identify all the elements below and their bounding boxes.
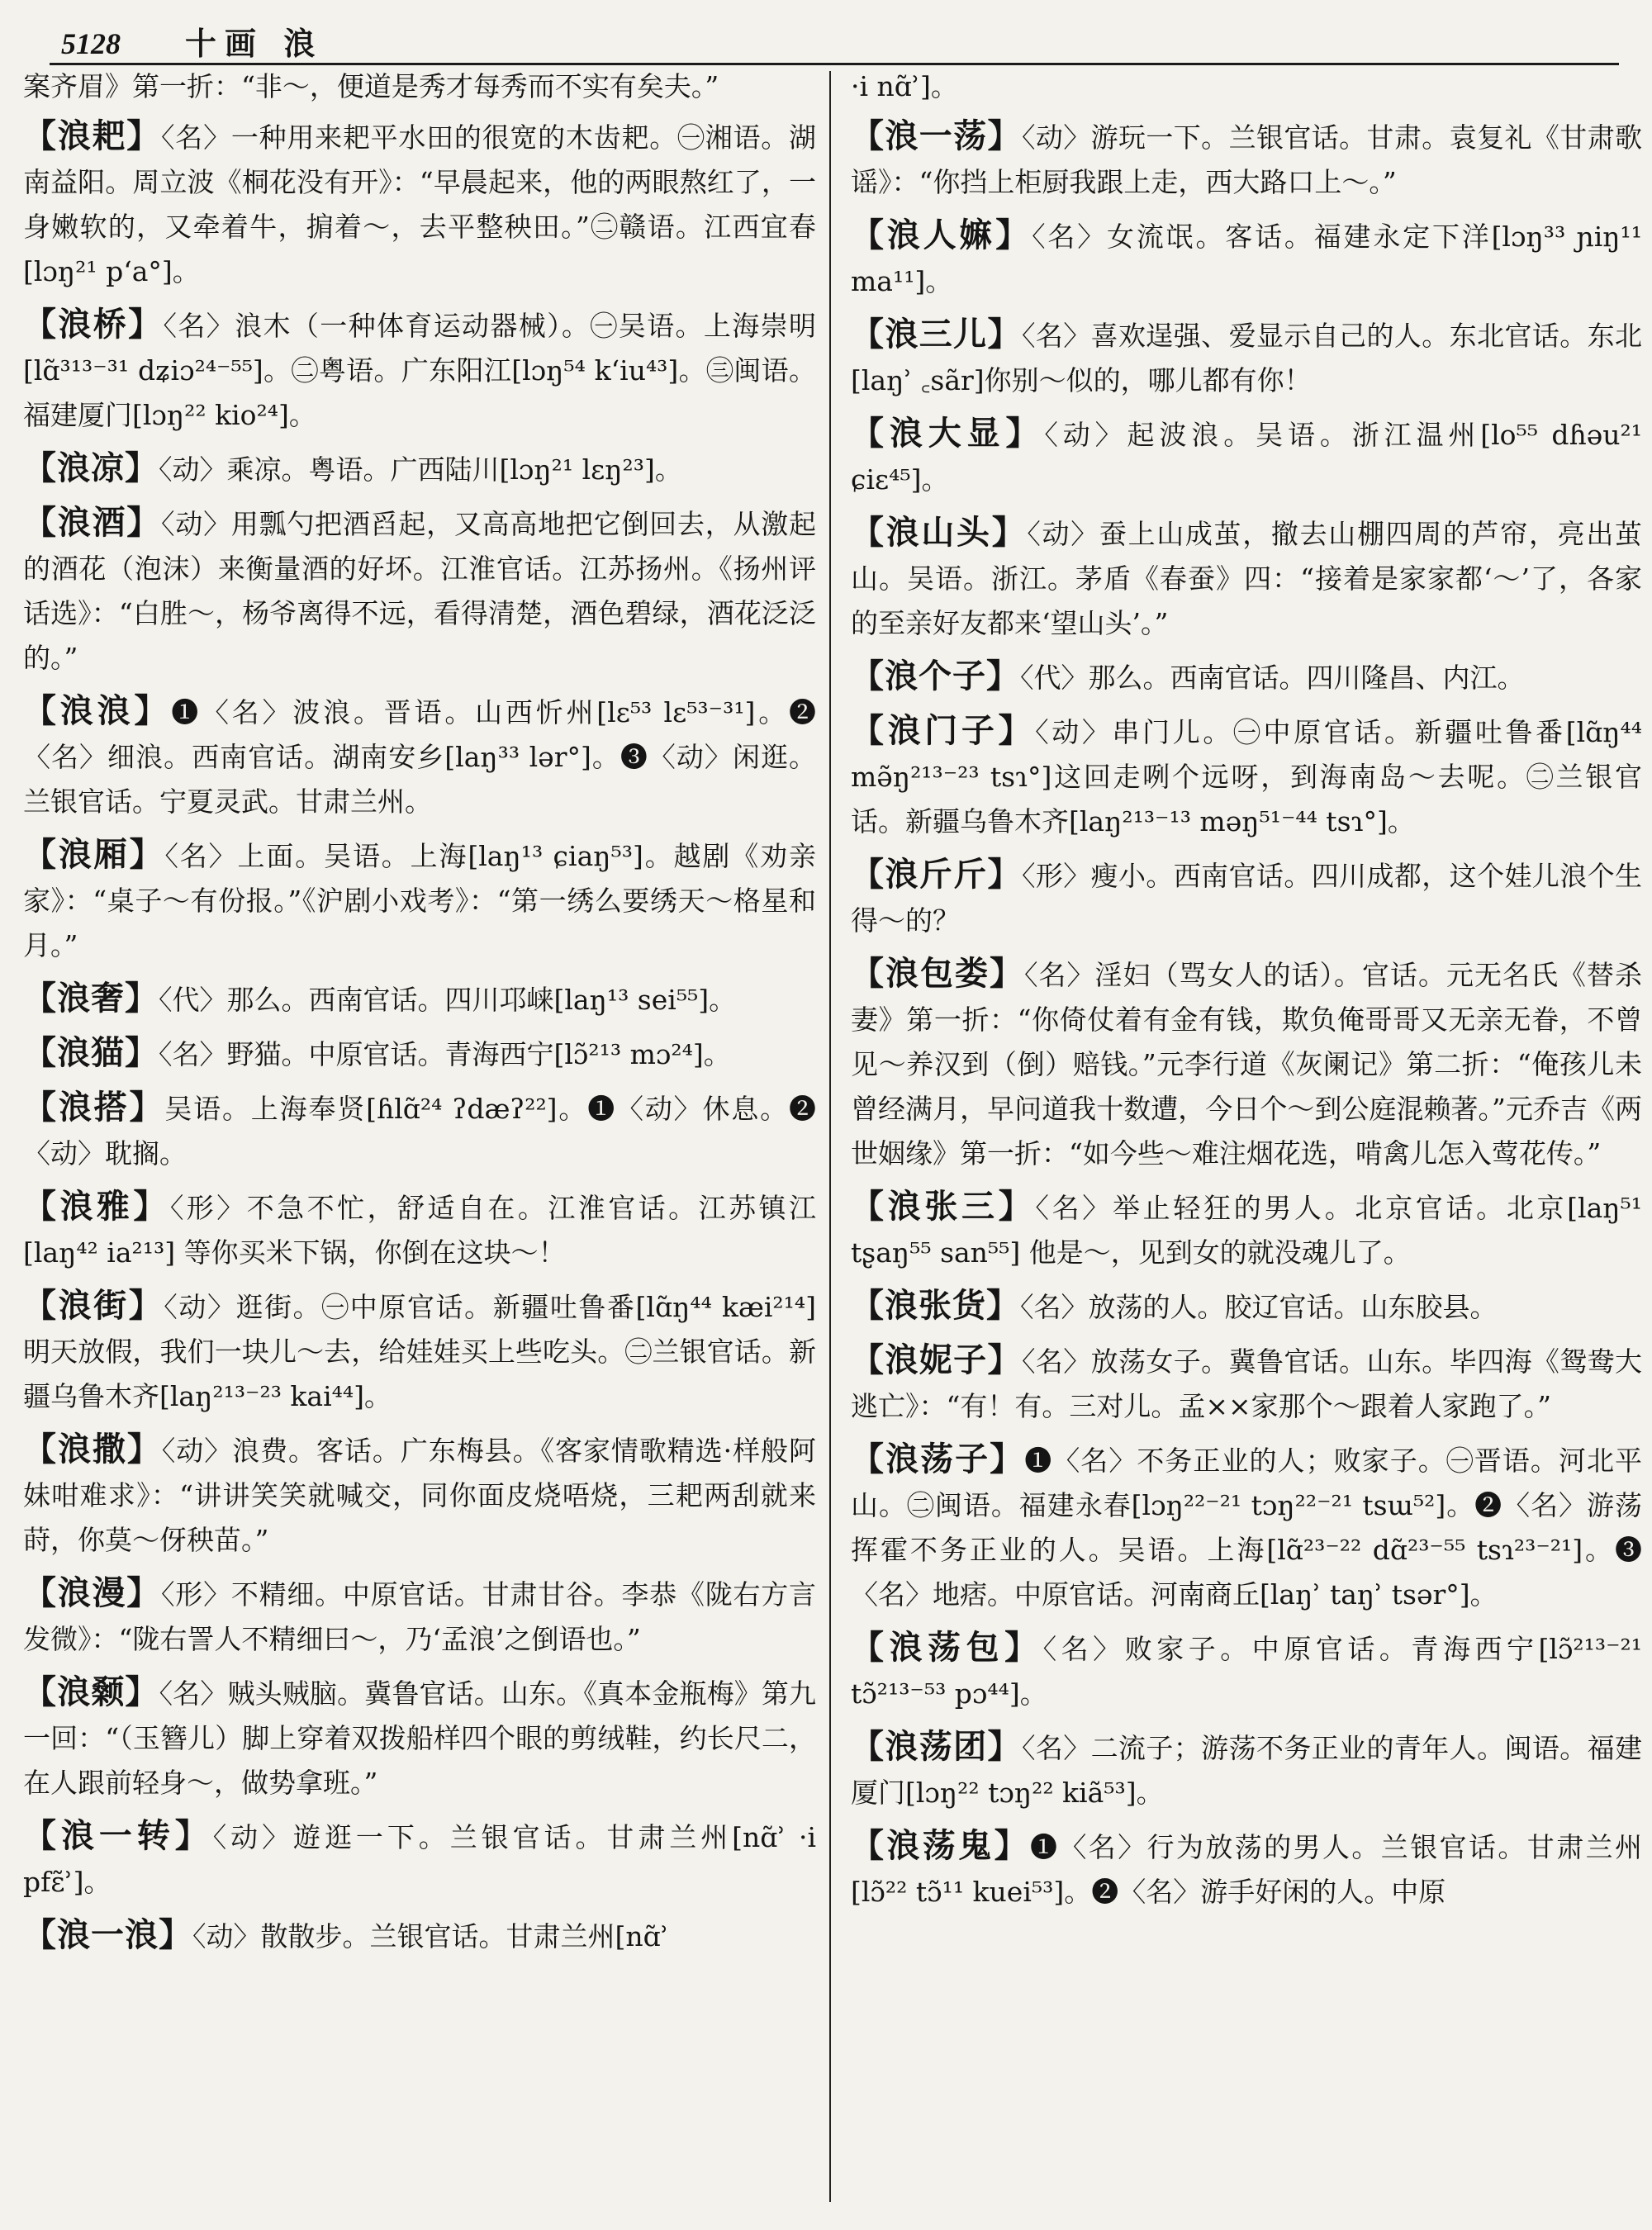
entry-headword: 【浪一浪】 bbox=[23, 1915, 192, 1954]
entry-headword: 【浪荡团】 bbox=[851, 1727, 1022, 1766]
entry-headword: 【浪桥】 bbox=[23, 305, 164, 344]
entry-headword: 【浪一荡】 bbox=[851, 116, 1022, 155]
entry-definition: 〈动〉用瓢勺把酒舀起，又高高地把它倒回去，从激起的酒花（泡沫）来衡量酒的好坏。江淮官话。江苏扬州。《扬州评话选》：“白胜～，杨爷离得不远，看得清楚，酒色碧绿，酒花泛泛的。” bbox=[23, 508, 816, 674]
dictionary-entry bbox=[23, 302, 816, 438]
dictionary-entry bbox=[851, 1824, 1642, 1914]
entry-definition: 〈名〉举止轻狂的男人。北京官话。北京[laŋ⁵¹ tʂaŋ⁵⁵ san⁵⁵] 他是～，见到女的就没魂儿了。 bbox=[851, 1192, 1642, 1269]
entry-definition: 〈动〉逛街。㊀中原官话。新疆吐鲁番[lɑ̃ŋ⁴⁴ kæi²¹⁴] 明天放假，我们一块儿～去，给娃娃买上些吃头。㊁兰银官话。新疆乌鲁木齐[laŋ²¹³⁻²³ kai⁴⁴]。 bbox=[23, 1291, 816, 1412]
dictionary-entry bbox=[23, 1283, 816, 1419]
dictionary-entry bbox=[23, 446, 816, 492]
dictionary-entry bbox=[851, 1338, 1642, 1429]
column-divider bbox=[829, 71, 831, 2202]
dictionary-entry bbox=[851, 852, 1642, 943]
entry-definition: 吴语。上海奉贤[ɦlɑ̃²⁴ ʔdæʔ²²]。❶〈动〉休息。❷〈动〉耽搁。 bbox=[23, 1093, 816, 1170]
entry-headword: 【浪包娄】 bbox=[851, 954, 1024, 993]
dictionary-entry bbox=[851, 114, 1642, 205]
entry-definition: 〈名〉淫妇（骂女人的话）。官话。元无名氏《替杀妻》第一折：“你倚仗着有金有钱，欺负俺哥哥又无亲无眷，不曾见～养汉到（倒）赔钱。”元李行道《灰阑记》第二折：“俺孩儿未曾经满月，早问道我十数遭，今日个～到公庭混赖著。”元乔吉《两世姻缘》第一折：“如今些～难注烟花选，啃禽儿怎入莺花传。” bbox=[851, 959, 1642, 1170]
dictionary-entry bbox=[851, 1283, 1642, 1330]
entry-definition: 〈代〉那么。西南官话。四川隆昌、内江。 bbox=[1020, 662, 1525, 694]
entry-definition: 〈名〉贼头贼脑。冀鲁官话。山东。《真本金瓶梅》第九一回：“（玉簪儿）脚上穿着双拨船样四个眼的剪绒鞋，约长尺二，在人跟前轻身～，做势拿班。” bbox=[23, 1677, 816, 1799]
entry-headword: 【浪酒】 bbox=[23, 503, 162, 542]
right-entry-list bbox=[851, 114, 1642, 1914]
entry-definition: 〈名〉上面。吴语。上海[laŋ¹³ ɕiaŋ⁵³]。越剧《劝亲家》：“桌子～有份报。”《沪剧小戏考》：“第一绣么要绣天～格星和月。” bbox=[23, 840, 816, 961]
dictionary-entry bbox=[851, 654, 1642, 700]
entry-definition: 〈名〉一种用来耙平水田的很宽的木齿耙。㊀湘语。湖南益阳。周立波《桐花没有开》：“早晨起来，他的两眼熬红了，一身嫩软的，又牵着牛，掮着～，去平整秧田。”㊁赣语。江西宜春[lɔŋ²¹ pʻa°]。 bbox=[23, 121, 816, 287]
left-entry-list bbox=[23, 114, 816, 1959]
right-column bbox=[851, 64, 1642, 2213]
dictionary-entry bbox=[23, 501, 816, 681]
entry-definition: 〈名〉二流子；游荡不务正业的青年人。闽语。福建厦门[lɔŋ²² tɔŋ²² kiã⁵³]。 bbox=[851, 1732, 1642, 1809]
dictionary-entry bbox=[851, 510, 1642, 646]
entry-headword: 【浪荡鬼】 bbox=[851, 1826, 1030, 1865]
entry-headword: 【浪个子】 bbox=[851, 657, 1020, 695]
entry-headword: 【浪雅】 bbox=[23, 1187, 170, 1226]
page-header bbox=[61, 15, 1631, 61]
entry-definition: 〈名〉野猫。中原官话。青海西宁[lɔ̃²¹³ mɔ²⁴]。 bbox=[159, 1038, 731, 1070]
continuation-text: ·i nɑ̃ʾ]。 bbox=[851, 70, 958, 102]
entry-headword: 【浪门子】 bbox=[851, 711, 1036, 750]
page-number: 5128 bbox=[61, 27, 121, 60]
dictionary-entry bbox=[23, 976, 816, 1022]
entry-definition: 〈动〉蚕上山成茧，撤去山棚四周的芦帘，亮出茧山。吴语。浙江。茅盾《春蚕》四：“接着是家家都‘～’了，各家的至亲好友都来‘望山头’。” bbox=[851, 518, 1642, 639]
entry-definition: 〈名〉放荡女子。冀鲁官话。山东。毕四海《鸳鸯大逃亡》：“有！有。三对儿。孟××家那个～跟着人家跑了。” bbox=[851, 1345, 1642, 1422]
entry-definition: 〈动〉乘凉。粤语。广西陆川[lɔŋ²¹ lɛŋ²³]。 bbox=[159, 453, 682, 486]
dictionary-entry bbox=[23, 1031, 816, 1077]
entry-headword: 【浪搭】 bbox=[23, 1088, 165, 1127]
dictionary-entry bbox=[23, 1427, 816, 1563]
entry-definition: 〈名〉喜欢逞强、爱显示自己的人。东北官话。东北[laŋʾ ꜀sãr]你别～似的，哪儿都有你！ bbox=[851, 320, 1642, 396]
dictionary-entry bbox=[851, 1184, 1642, 1275]
entry-definition: ❶〈名〉不务正业的人；败家子。㊀晋语。河北平山。㊁闽语。福建永春[lɔŋ²²⁻²¹ tɔŋ²²⁻²¹ tsɯ⁵²]。❷〈名〉游荡挥霍不务正业的人。吴语。上海[lɑ̃²³⁻²² dɑ̃²³⁻⁵⁵ tsɿ²³⁻²¹]。❸〈名〉地痞。中原官话。河南商丘[laŋʾ taŋʾ tsər°]。 bbox=[851, 1445, 1642, 1611]
dictionary-entry bbox=[851, 709, 1642, 844]
dictionary-entry bbox=[23, 1913, 816, 1959]
continuation-text: 案齐眉》第一折：“非～，便道是秀才每秀而不实有矣夫。” bbox=[23, 70, 719, 102]
entry-headword: 【浪大显】 bbox=[851, 414, 1045, 453]
dictionary-entry bbox=[851, 1625, 1642, 1716]
entry-headword: 【浪猫】 bbox=[23, 1033, 159, 1072]
dictionary-entry bbox=[23, 1085, 816, 1176]
entry-definition: 〈动〉串门儿。㊀中原官话。新疆吐鲁番[lɑ̃ŋ⁴⁴ mə̃ŋ²¹³⁻²³ tsɿ°]这回走咧个远呀，到海南岛～去呢。㊁兰银官话。新疆乌鲁木齐[laŋ²¹³⁻¹³ məŋ⁵¹⁻⁴⁴ tsɿ°]。 bbox=[851, 716, 1642, 837]
entry-headword: 【浪三儿】 bbox=[851, 315, 1022, 353]
dictionary-entry bbox=[23, 833, 816, 968]
dictionary-entry bbox=[23, 1814, 816, 1905]
entry-definition: ❶〈名〉行为放荡的男人。兰银官话。甘肃兰州[lɔ̃²² tɔ̃¹¹ kuei⁵³]。❷〈名〉游手好闲的人。中原 bbox=[851, 1831, 1642, 1908]
dictionary-entry bbox=[851, 1725, 1642, 1815]
entry-headword: 【浪凉】 bbox=[23, 448, 159, 487]
entry-definition: 〈名〉女流氓。客话。福建永定下洋[lɔŋ³³ ɲiŋ¹¹ ma¹¹]。 bbox=[851, 221, 1642, 297]
entry-headword: 【浪张三】 bbox=[851, 1187, 1036, 1226]
entry-definition: 〈名〉放荡的人。胶辽官话。山东胶县。 bbox=[1020, 1291, 1498, 1323]
entry-definition: 〈名〉败家子。中原官话。青海西宁[lɔ̃²¹³⁻²¹ tɔ̃²¹³⁻⁵³ pɔ⁴⁴]。 bbox=[851, 1633, 1642, 1710]
entry-headword: 【浪街】 bbox=[23, 1286, 164, 1325]
entry-headword: 【浪耙】 bbox=[23, 116, 162, 155]
dictionary-entry bbox=[851, 411, 1642, 502]
entry-definition: 〈名〉浪木（一种体育运动器械）。㊀吴语。上海崇明[lɑ̃³¹³⁻³¹ dʑiɔ²⁴⁻⁵⁵]。㊁粤语。广东阳江[lɔŋ⁵⁴ kʻiu⁴³]。㊂闽语。福建厦门[lɔŋ²² kio²⁴]。 bbox=[23, 310, 816, 431]
entry-headword: 【浪荡包】 bbox=[851, 1628, 1043, 1667]
entry-definition: 〈动〉游玩一下。兰银官话。甘肃。袁复礼《甘肃歌谣》：“你挡上柜厨我跟上走，西大路口上～。” bbox=[851, 121, 1642, 198]
dictionary-entry bbox=[23, 1184, 816, 1275]
dictionary-entry bbox=[23, 1670, 816, 1805]
dictionary-entry bbox=[23, 114, 816, 294]
entry-definition: 〈形〉不急不忙，舒适自在。江淮官话。江苏镇江[laŋ⁴² ia²¹³] 等你买米下锅，你倒在这块～！ bbox=[23, 1192, 816, 1269]
entry-headword: 【浪山头】 bbox=[851, 513, 1028, 552]
entry-headword: 【浪奢】 bbox=[23, 979, 159, 1018]
dictionary-entry bbox=[23, 1571, 816, 1662]
entry-headword: 【浪张货】 bbox=[851, 1286, 1020, 1325]
dictionary-entry bbox=[851, 312, 1642, 403]
entry-definition: ❶〈名〉波浪。晋语。山西忻州[lɛ⁵³ lɛ⁵³⁻³¹]。❷〈名〉细浪。西南官话。湖南安乡[laŋ³³ lər°]。❸〈动〉闲逛。兰银官话。宁夏灵武。甘肃兰州。 bbox=[23, 696, 816, 818]
entry-definition: 〈形〉瘦小。西南官话。四川成都，这个娃儿浪个生得～的？ bbox=[851, 860, 1642, 937]
entry-definition: 〈动〉浪费。客话。广东梅县。《客家情歌精选·样般阿妹咁难求》：“讲讲笑笑就喊交，同你面皮烧唔烧，三耙两刮就来莳，你莫～伢秧苗。” bbox=[23, 1435, 816, 1556]
running-head: 十画 浪 bbox=[185, 25, 324, 62]
entry-definition: 〈动〉起波浪。吴语。浙江温州[lo⁵⁵ dɦəu²¹ ɕiɛ⁴⁵]。 bbox=[851, 419, 1642, 496]
entry-headword: 【浪一转】 bbox=[23, 1816, 213, 1855]
dictionary-entry bbox=[851, 213, 1642, 304]
entry-definition: 〈形〉不精细。中原官话。甘肃甘谷。李恭《陇右方言发微》：“陇右詈人不精细曰～，乃‘孟浪’之倒语也。” bbox=[23, 1578, 816, 1655]
entry-headword: 【浪颡】 bbox=[23, 1672, 159, 1711]
entry-headword: 【浪妮子】 bbox=[851, 1340, 1022, 1379]
dictionary-entry bbox=[23, 689, 816, 824]
entry-headword: 【浪斤斤】 bbox=[851, 855, 1022, 894]
dictionary-entry bbox=[851, 1437, 1642, 1617]
entry-headword: 【浪荡子】 bbox=[851, 1440, 1025, 1478]
left-column bbox=[23, 64, 816, 2213]
entry-headword: 【浪人嫲】 bbox=[851, 216, 1032, 254]
entry-headword: 【浪撒】 bbox=[23, 1430, 162, 1468]
dictionary-entry bbox=[851, 951, 1642, 1176]
entry-definition: 〈代〉那么。西南官话。四川邛崃[laŋ¹³ sei⁵⁵]。 bbox=[159, 984, 737, 1016]
entry-headword: 【浪漫】 bbox=[23, 1573, 162, 1612]
entry-definition: 〈动〉散散步。兰银官话。甘肃兰州[nɑ̃ʾ bbox=[192, 1920, 669, 1952]
entry-headword: 【浪厢】 bbox=[23, 835, 165, 874]
entry-headword: 【浪浪】 bbox=[23, 691, 172, 730]
entry-definition: 〈动〉遊逛一下。兰银官话。甘肃兰州[nɑ̃ʾ ·i pfɛ̃ʾ]。 bbox=[23, 1821, 816, 1898]
